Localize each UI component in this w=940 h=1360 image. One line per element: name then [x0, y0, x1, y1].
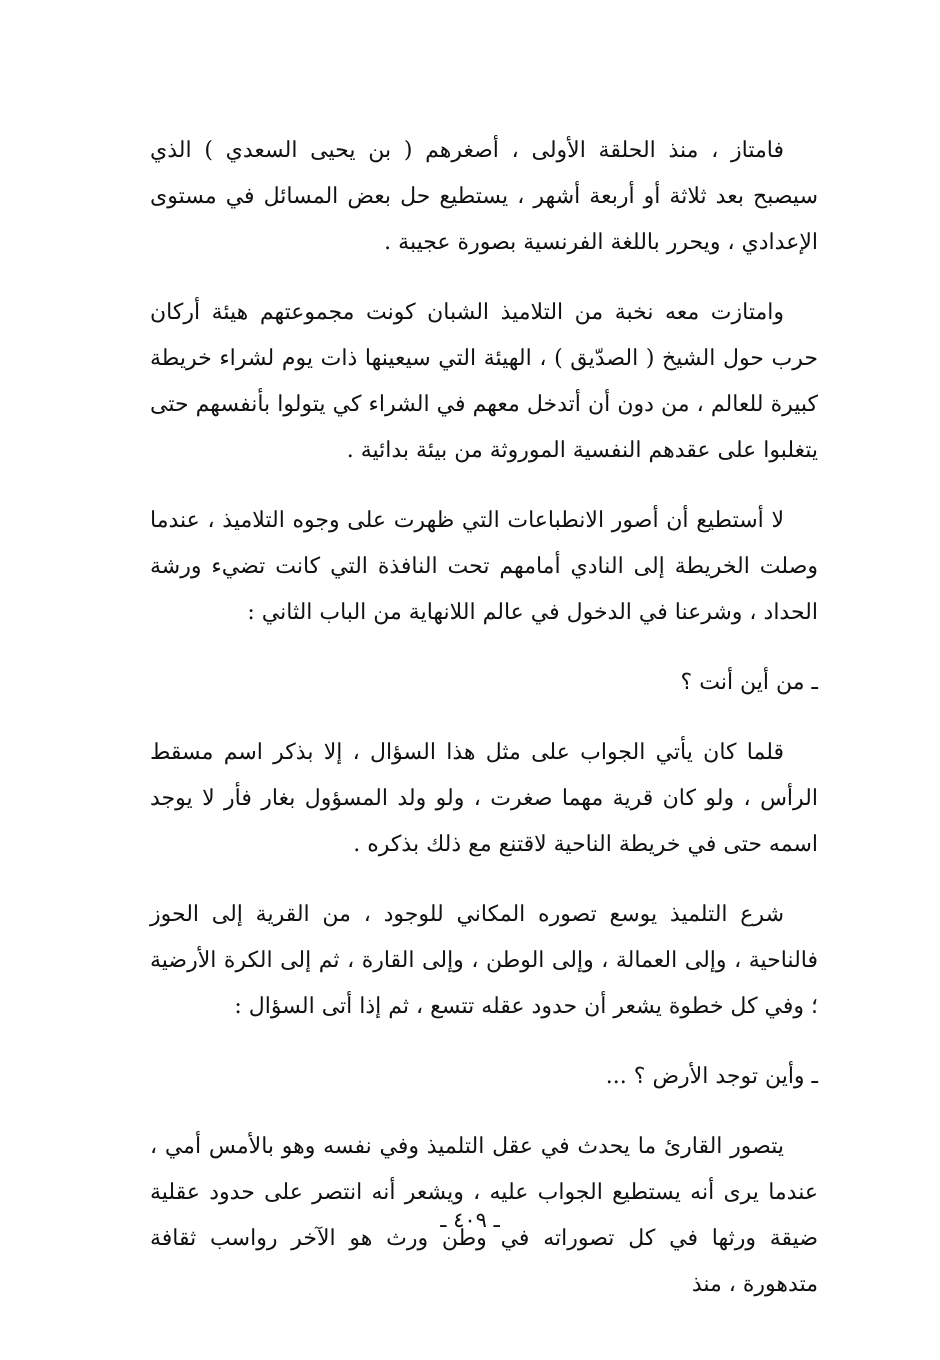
page-body	[150, 128, 818, 1332]
dialogue-line-1: ـ من أين أنت ؟	[680, 670, 818, 695]
paragraph-5: شرع التلميذ يوسع تصوره المكاني للوجود ، من القرية إلى الحوز فالناحية ، وإلى العمالة ، وإلى الوطن ، وإلى القارة ، ثم إلى الكرة الأرضية ؛ وفي كل خطوة يشعر أن حدود عقله تتسع ، ثم إذا أتى السؤال :	[150, 902, 818, 1019]
paragraph-6: يتصور القارئ ما يحدث في عقل التلميذ وفي نفسه وهو بالأمس أمي ، عندما يرى أنه يستطيع الجواب عليه ، ويشعر أنه انتصر على حدود عقلية ضيقة ورثها في كل تصوراته في وطن ورث هو الآخر رواسب ثقافة متدهورة ، منذ	[150, 1134, 819, 1297]
paragraph-2: وامتازت معه نخبة من التلاميذ الشبان كونت مجموعتهم هيئة أركان حرب حول الشيخ ( الصدّيق ) ، الهيئة التي سيعينها ذات يوم لشراء خريطة كبيرة للعالم ، من دون أن أتدخل معهم في الشراء كي يتولوا بأنفسهم حتى يتغلبوا على عقدهم النفسية الموروثة من بيئة بدائية .	[150, 300, 818, 463]
dialogue-line-2: ـ وأين توجد الأرض ؟ ...	[605, 1064, 818, 1089]
paragraph-3: لا أستطيع أن أصور الانطباعات التي ظهرت على وجوه التلاميذ ، عندما وصلت الخريطة إلى النادي أمامهم تحت النافذة التي كانت تضيء ورشة الحداد ، وشرعنا في الدخول في عالم اللانهاية من الباب الثاني :	[150, 508, 818, 625]
paragraph-4: قلما كان يأتي الجواب على مثل هذا السؤال ، إلا بذكر اسم مسقط الرأس ، ولو كان قرية مهما صغرت ، ولو ولد المسؤول بغار فأر لا يوجد اسمه حتى في خريطة الناحية لاقتنع مع ذلك بذكره .	[150, 740, 818, 857]
paragraph-1: فامتاز ، منذ الحلقة الأولى ، أصغرهم ( بن يحيى السعدي ) الذي سيصبح بعد ثلاثة أو أربعة أشهر ، يستطيع حل بعض المسائل في مستوى الإعدادي ، ويحرر باللغة الفرنسية بصورة عجيبة .	[150, 138, 818, 255]
page-number: ـ ٤٠٩ ـ	[440, 1208, 500, 1232]
